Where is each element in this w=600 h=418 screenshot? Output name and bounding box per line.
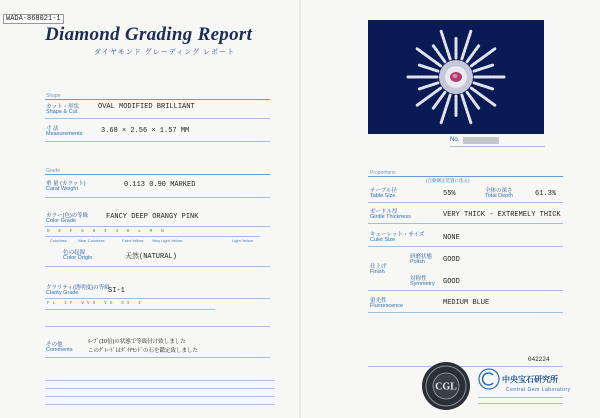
divider [368,176,563,177]
weight-label-jp: 重 量 (カラット) [46,181,86,187]
comment-line-2: このｸﾞﾚｰﾄﾞはﾀﾞｲﾔﾓﾝﾄﾞの石を鑑定致しました [88,348,199,354]
lab-name-jp: 中央宝石研究所 [502,375,558,384]
finish-label-jp: 仕上げ [370,264,387,270]
shape-label-en: Shape & Cut [46,109,78,115]
proportions-section-label: Proportions [370,170,396,176]
girdle-label-en: Girdle Thickness [370,214,411,220]
table-value: 55% [443,190,456,198]
symmetry-label-en: Symmetry [410,281,435,287]
culet-label-jp: キューレット・サイズ [370,232,425,238]
shape-section-label: Shape [46,93,61,99]
divider [368,290,563,291]
clarity-value: SI-1 [108,287,125,295]
measurements-label-jp: 寸 法 [46,126,59,132]
divider [450,146,545,147]
seal-text: CGL [435,381,457,393]
scale-label-light-yellow: Light Yellow [232,238,254,243]
scale-label-colorless: Colorless [50,238,67,243]
divider [45,298,270,299]
shape-label-jp: カット・形状 [46,104,79,110]
center-fold [299,0,301,418]
divider [368,312,563,313]
divider [45,197,270,198]
origin-label-en: Color Origin [63,255,93,261]
serial-number: 042224 [528,356,550,363]
origin-label-jp: 色の起源 [63,250,86,256]
scale-label-faint-yellow: Faint Yellow [122,238,144,243]
comments-label-en: Comments [46,347,73,353]
divider [368,202,563,203]
grade-section-label: Grade [46,168,60,174]
footer-fine-print [45,368,275,409]
scale-line [45,309,215,310]
polish-label-jp: 研磨状態 [410,254,433,260]
table-label-en: Table Size [370,193,396,199]
table-label-jp: テーブル径 [370,188,398,194]
clarity-scale: FL IF VVS VS SI I [47,301,144,306]
color-label-jp: カラー(色)の等級 [46,213,89,219]
culet-label-en: Culet Size [370,237,396,243]
divider [45,357,270,358]
report-subtitle: ダイヤモンド グレーディング レポート [94,49,236,56]
finish-label-en: Finish [370,269,385,275]
divider [478,403,563,404]
fluorescence-label-en: Fluorescence [370,303,404,309]
divider [478,397,563,398]
divider [368,246,563,247]
lab-logo-icon [478,368,500,390]
reference-label: WADA-868021-1 [3,14,64,24]
measurements-value: 3.68 × 2.56 × 1.57 MM [101,127,190,135]
weight-value: 0.113 0.90 MARKED [124,181,196,189]
origin-value: 天然(NATURAL) [125,253,177,261]
polish-value: GOOD [443,256,460,264]
report-number-label: No. [450,137,460,143]
depth-value: 61.3% [535,190,557,198]
girdle-label-jp: ガードル厚 [370,209,398,215]
clarity-label-jp: クラリティ(透明度)の等級 [46,285,110,291]
scale-line [45,236,260,237]
color-scale: D E F G H I J K L M N [47,229,167,234]
scale-label-very-light-yellow: Very Light Yellow [152,238,183,243]
fluorescence-label-jp: 蛍光性 [370,298,387,304]
divider [368,223,563,224]
divider [45,174,270,175]
lab-seal [421,361,471,411]
lab-name-en: Central Gem Laboratory [506,387,571,393]
color-label-en: Color Grade [46,218,76,224]
symmetry-value: GOOD [443,278,460,286]
comment-line-1: ﾙｰﾌﾞ(10倍)の状態で等級付け致しました [88,339,186,345]
culet-value: NONE [443,234,460,242]
depth-label-jp: 全体の深さ [485,188,513,194]
polish-label-en: Polish [410,259,425,265]
proportions-note: (自動測定装置に依る) [426,178,470,183]
divider [45,141,270,142]
weight-label-en: Carat Weight [46,186,78,192]
girdle-value: VERY THICK - EXTREMELY THICK [443,211,561,219]
divider [45,118,270,119]
diamond-photo [368,20,544,134]
divider [45,326,270,327]
divider [45,99,270,100]
divider [45,266,270,267]
clarity-label-en: Clarity Grade [46,290,79,296]
fluorescence-value: MEDIUM BLUE [443,299,490,307]
depth-label-en: Total Depth [485,193,513,199]
color-value: FANCY DEEP ORANGY PINK [106,213,199,221]
report-number-redacted [463,137,499,144]
divider [45,226,270,227]
scale-label-near-colorless: Near Colorless [78,238,105,243]
symmetry-label-jp: 対称性 [410,276,427,282]
report-title: Diamond Grading Report [45,24,253,45]
measurements-label-en: Measurements [46,131,83,137]
shape-value: OVAL MODIFIED BRILLIANT [98,103,195,111]
comments-label-jp: その他 [46,342,63,348]
